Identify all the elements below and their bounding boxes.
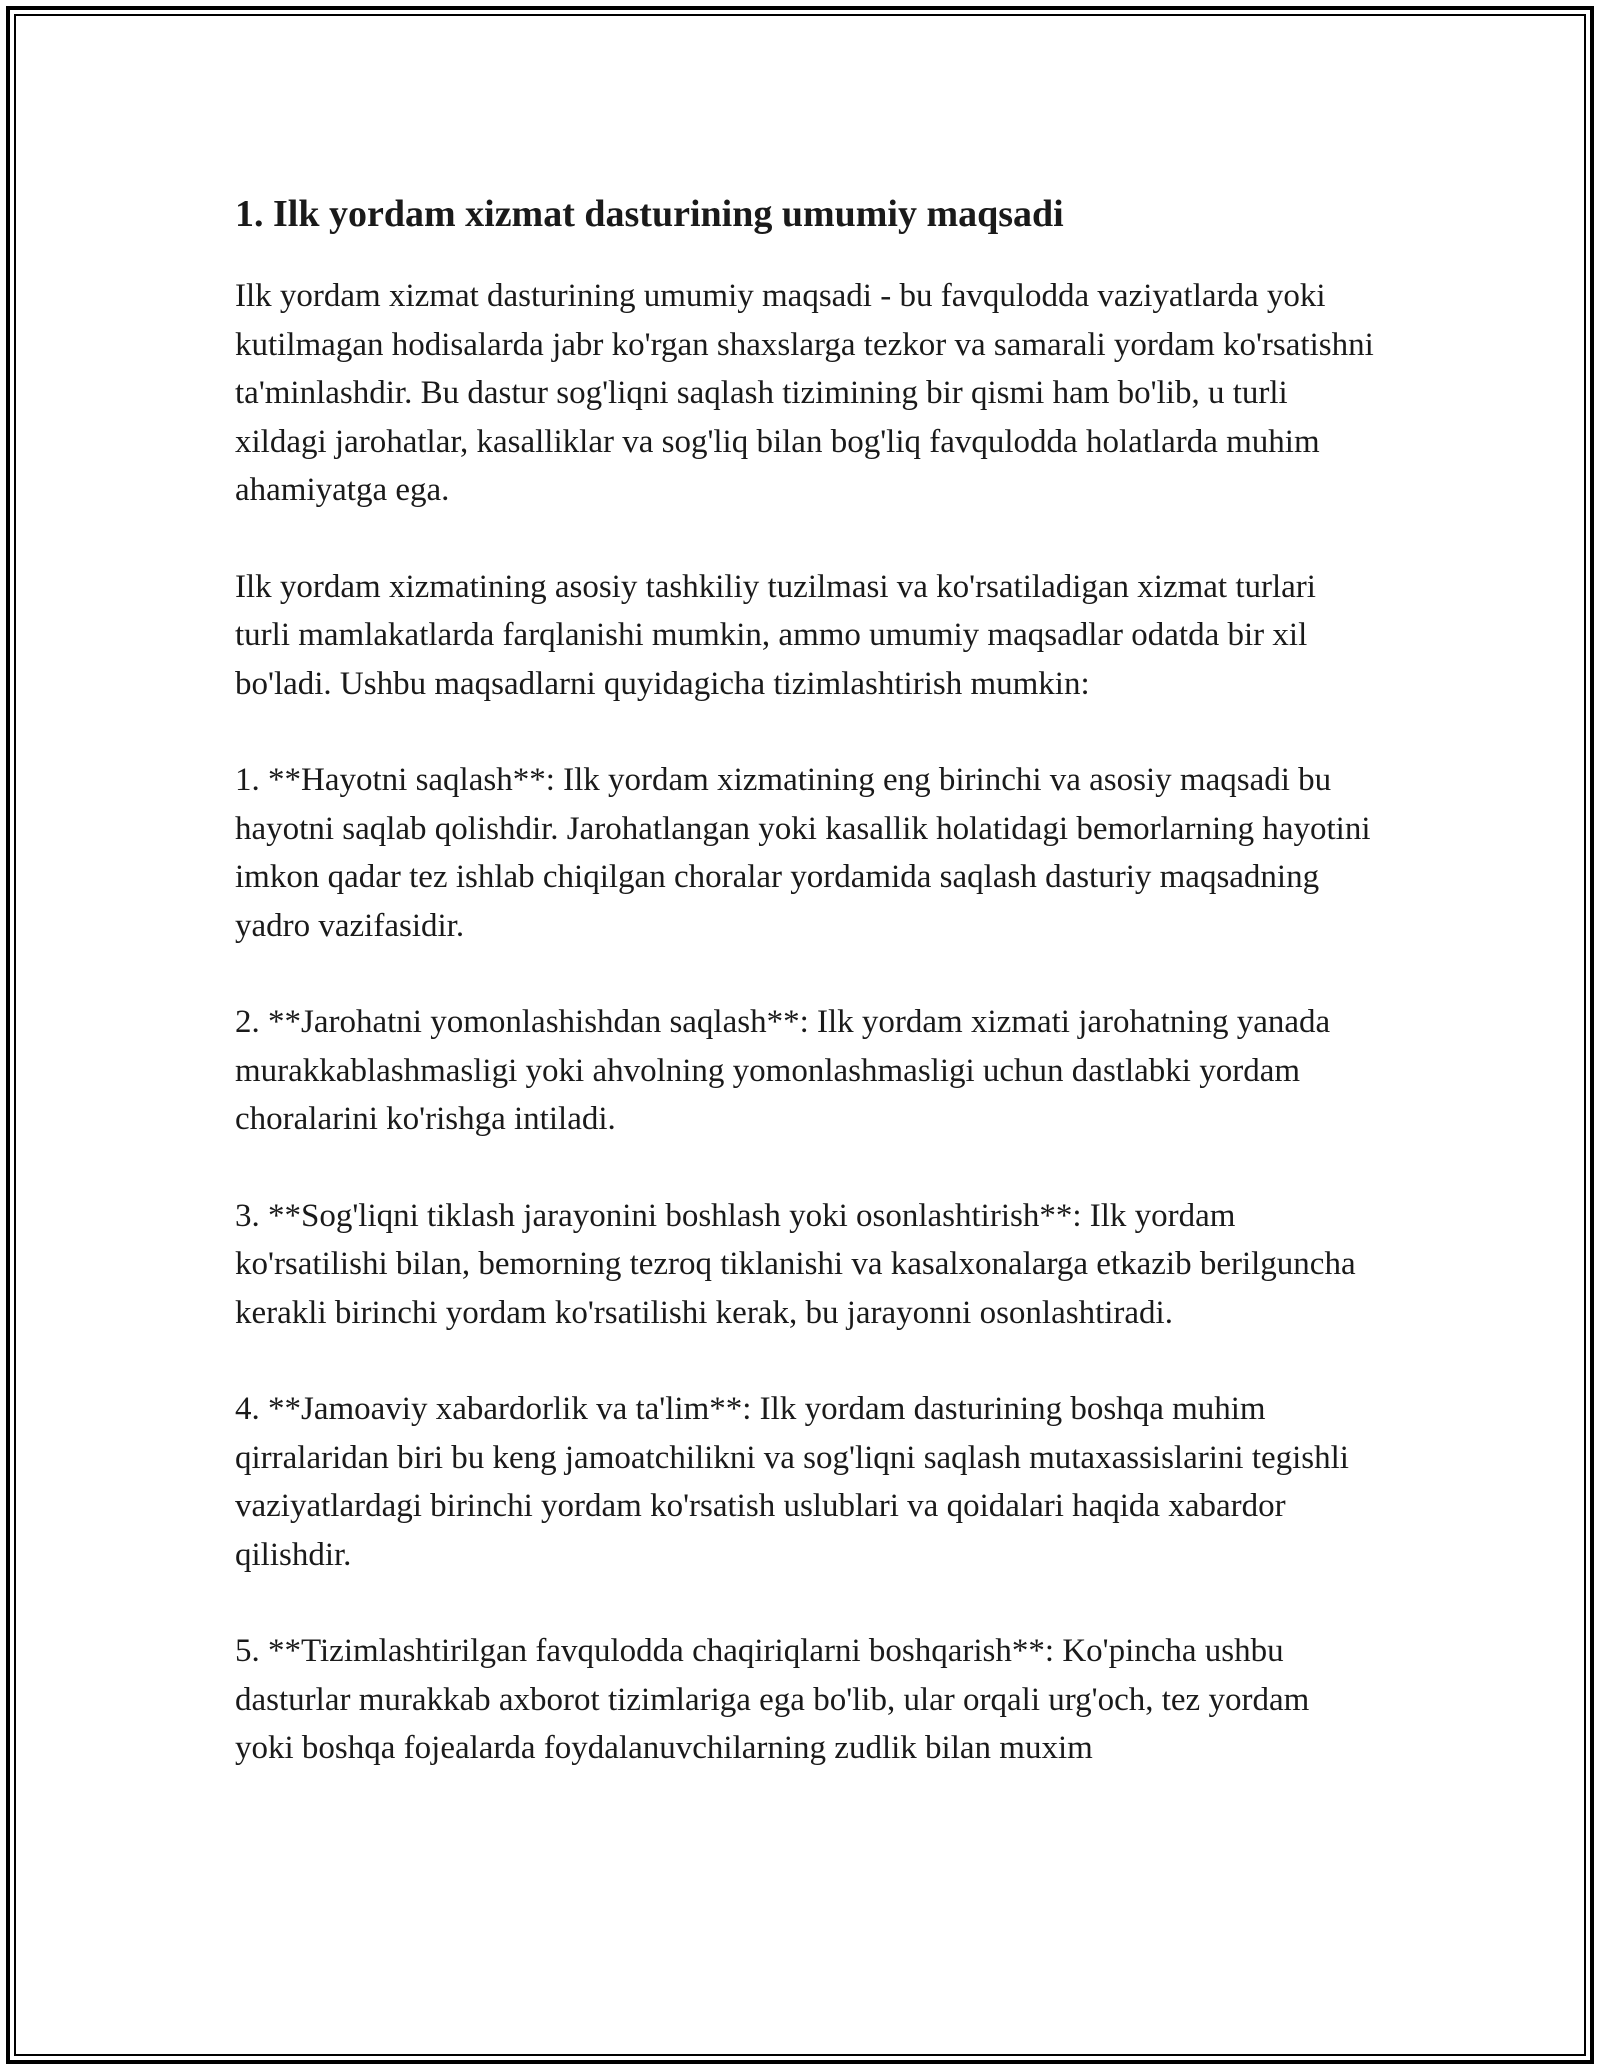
list-item-5: 5. **Tizimlashtirilgan favqulodda chaqiriqlarni boshqarish**: Ko'pincha ushbu dasturlar murakkab axborot tizimlariga ega bo'lib, ular orqali urg'och, tez yordam yoki boshqa fojealarda foydalanuvchilarning zudlik bilan muxim bbox=[235, 1633, 1310, 1766]
list-item-3: 3. **Sog'liqni tiklash jarayonini boshlash yoki osonlashtirish**: Ilk yordam ko'rsatilishi bilan, bemorning tezroq tiklanishi va kasalxonalarga etkazib berilguncha kerakli birinchi yordam ko'rsatilishi kerak, bu jarayonni osonlashtiradi. bbox=[235, 1197, 1356, 1331]
list-item-2: 2. **Jarohatni yomonlashishdan saqlash**: Ilk yordam xizmati jarohatning yanada murakkablashmasligi yoki ahvolning yomonlashmasligi uchun dastlabki yordam choralarini ko'rishga intiladi. bbox=[235, 1004, 1331, 1137]
document-title: 1. Ilk yordam xizmat dasturining umumiy maqsadi bbox=[235, 193, 1064, 235]
list-item-1: 1. **Hayotni saqlash**: Ilk yordam xizmatining eng birinchi va asosiy maqsadi bu hayotni saqlab qolishdir. Jarohatlangan yoki kasallik holatidagi bemorlarning hayotini imkon qadar tez ishlab chiqilgan choralar yordamida saqlash dasturiy maqsadning yadro vazifasidir. bbox=[235, 762, 1371, 944]
document-body bbox=[235, 190, 1375, 1821]
paragraph-structure: Ilk yordam xizmatining asosiy tashkiliy tuzilmasi va ko'rsatiladigan xizmat turlari turli mamlakatlarda farqlanishi mumkin, ammo umumiy maqsadlar odatda bir xil bo'ladi. Ushbu maqsadlarni quyidagicha tizimlashtirish mumkin: bbox=[235, 568, 1316, 702]
paragraph-intro: Ilk yordam xizmat dasturining umumiy maqsadi - bu favqulodda vaziyatlarda yoki kutilmagan hodisalarda jabr ko'rgan shaxslarga tezkor va samarali yordam ko'rsatishni ta'minlashdir. Bu dastur sog'liqni saqlash tizimining bir qismi ham bo'lib, u turli xildagi jarohatlar, kasalliklar va sog'liq bilan bog'liq favqulodda holatlarda muhim ahamiyatga ega. bbox=[235, 278, 1374, 508]
list-item-4: 4. **Jamoaviy xabardorlik va ta'lim**: Ilk yordam dasturining boshqa muhim qirralaridan biri bu keng jamoatchilikni va sog'liqni saqlash mutaxassislarini tegishli vaziyatlardagi birinchi yordam ko'rsatish uslublari va qoidalari haqida xabardor qilishdir. bbox=[235, 1391, 1349, 1573]
